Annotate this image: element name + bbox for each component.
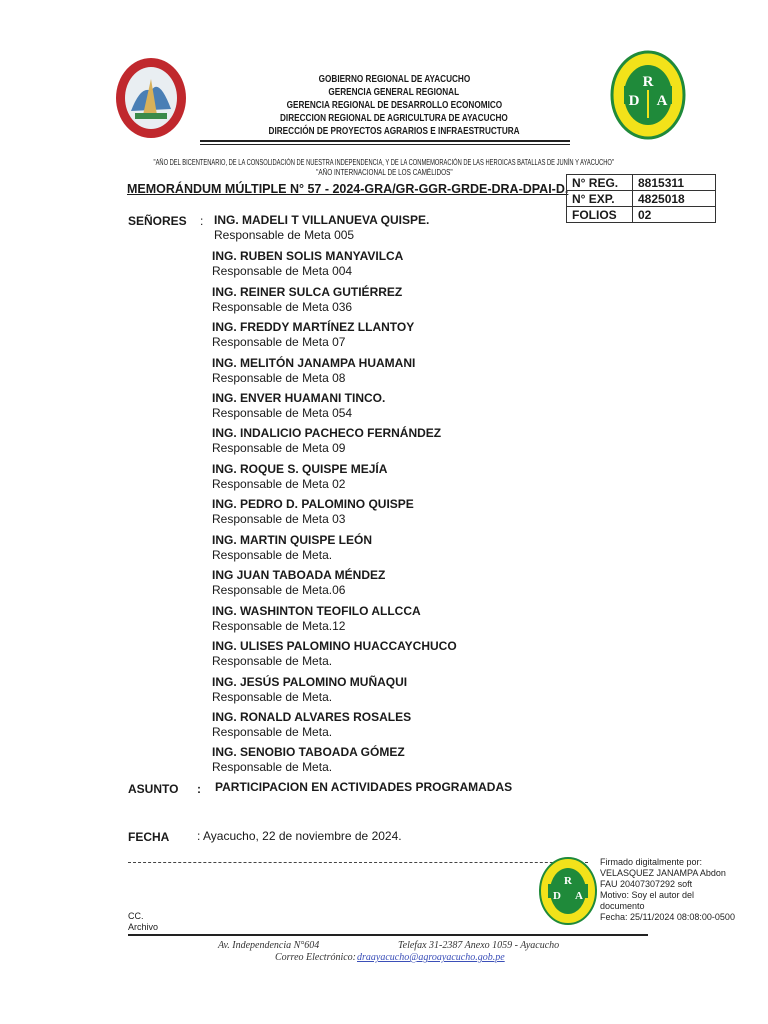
header-line-1: GOBIERNO REGIONAL DE AYACUCHO [318,74,470,85]
recipient-role: Responsable de Meta 07 [212,335,346,349]
signature-line: VELASQUEZ JANAMPA Abdon [600,868,726,878]
memo-title: MEMORÁNDUM MÚLTIPLE N° 57 - 2024-GRA/GR-GGR-GRDE-DRA-DPAI-D. [127,182,569,196]
registry-value: 02 [633,207,716,223]
recipient [212,320,414,350]
cc-label: CC. [128,911,144,921]
recipient [212,745,405,775]
header-rule-thick [200,140,570,142]
signature-stamp-logo [538,856,598,926]
recipient-role: Responsable de Meta 036 [212,300,353,314]
logo-letter-d: D [628,93,640,109]
recipient-name: ING. WASHINTON TEOFILO ALLCCA [212,604,421,618]
recipient [212,497,414,527]
header-line-5: DIRECCIÓN DE PROYECTOS AGRARIOS E INFRAESTRUCTURA [268,126,520,137]
signature-line: documento [600,901,645,911]
recipient-role: Responsable de Meta 08 [212,371,346,385]
logo-letter-r: R [642,74,654,90]
recipient-name: ING. ENVER HUAMANI TINCO. [212,391,386,405]
recipient-name: ING. ULISES PALOMINO HUACCAYCHUCO [212,639,457,653]
motto-line-2: "AÑO INTERNACIONAL DE LOS CAMÉLIDOS" [315,168,453,177]
fecha-label: FECHA [128,830,170,844]
footer-address: Av. Independencia N°604 [218,940,320,951]
recipient [212,675,407,705]
senores-label: SEÑORES [128,214,187,228]
fecha-value: : Ayacucho, 22 de noviembre de 2024. [197,829,402,843]
recipient-name: ING. SENOBIO TABOADA GÓMEZ [212,745,405,759]
registry-table [566,174,716,223]
recipient-name: ING. INDALICIO PACHECO FERNÁNDEZ [212,426,442,440]
recipient [212,533,372,563]
motto-line-1: "AÑO DEL BICENTENARIO, DE LA CONSOLIDACIÓN DE NUESTRA INDEPENDENCIA, Y DE LA CONMEMORACIÓN DE LAS HEROICAS BATALLAS DE JUNÍN Y AYACUCHO" [153,158,615,167]
recipient-role: Responsable de Meta. [212,760,333,774]
asunto-value: PARTICIPACION EN ACTIVIDADES PROGRAMADAS [215,780,513,794]
recipient-role: Responsable de Meta 09 [212,441,346,455]
recipient [212,568,385,598]
header-line-2: GERENCIA GENERAL REGIONAL [328,87,460,98]
recipient-name: ING. RUBEN SOLIS MANYAVILCA [212,249,404,263]
signature-line: FAU 20407307292 soft [600,879,693,889]
footer-email-label: Correo Electrónico: [275,952,357,963]
recipient-role: Responsable de Meta. [212,548,333,562]
header-rule-thin [200,144,570,145]
recipient-name: ING. PEDRO D. PALOMINO QUISPE [212,497,414,511]
recipient-name: ING. MADELI T VILLANUEVA QUISPE. [214,213,430,227]
registry-key: N° REG. [567,175,633,191]
signature-line: Fecha: 25/11/2024 08:08:00-0500 [600,912,735,922]
recipient-name: ING. REINER SULCA GUTIÉRREZ [212,285,403,299]
header-line-4: DIRECCION REGIONAL DE AGRICULTURA DE AYACUCHO [280,113,508,124]
recipient [212,391,385,421]
recipient-role: Responsable de Meta 005 [214,228,355,242]
recipient [212,604,421,634]
recipient [212,462,387,492]
recipient-role: Responsable de Meta 02 [212,477,346,491]
footer-email-link[interactable]: draayacucho@agroayacucho.gob.pe [357,952,505,963]
recipient [212,639,457,669]
digital-signature-text [600,857,765,923]
recipient-role: Responsable de Meta 054 [212,406,353,420]
recipient-name: ING. RONALD ALVARES ROSALES [212,710,412,724]
signature-line: Firmado digitalmente por: [600,857,703,867]
recipient [212,426,441,456]
recipient-role: Responsable de Meta. [212,654,333,668]
recipient-name: ING. JESÚS PALOMINO MUÑAQUI [212,675,408,689]
registry-value: 8815311 [633,175,716,191]
recipient-name: ING. MARTIN QUISPE LEÓN [212,533,373,547]
registry-row [567,207,716,223]
asunto-label: ASUNTO [128,782,179,796]
senores-colon: : [200,214,204,228]
recipient-role: Responsable de Meta 004 [212,264,353,278]
registry-key: FOLIOS [567,207,633,223]
signature-line: Motivo: Soy el autor del [600,890,695,900]
recipient-name: ING. MELITÓN JANAMPA HUAMANI [212,356,416,370]
registry-value: 4825018 [633,191,716,207]
recipient-role: Responsable de Meta.06 [212,583,346,597]
dashed-separator [128,862,588,863]
registry-row [567,191,716,207]
cc-archivo: Archivo [128,922,159,932]
recipient-role: Responsable de Meta 03 [212,512,346,526]
recipient-role: Responsable de Meta. [212,725,333,739]
stamp-letter-a: A [575,890,583,902]
recipient-name: ING. FREDDY MARTÍNEZ LLANTOY [212,320,415,334]
header-line-3: GERENCIA REGIONAL DE DESARROLLO ECONOMICO [286,100,502,111]
recipient-name: ING JUAN TABOADA MÉNDEZ [212,568,386,582]
stamp-letter-d: D [553,890,561,902]
registry-row [567,175,716,191]
recipient [212,356,415,386]
recipient [214,213,429,243]
logo-letter-a: A [656,93,668,109]
registry-key: N° EXP. [567,191,633,207]
footer-rule-thick [128,934,648,936]
footer-phone: Telefax 31-2387 Anexo 1059 - Ayacucho [398,940,560,951]
recipient-role: Responsable de Meta. [212,690,333,704]
recipient [212,285,402,315]
recipient [212,249,403,279]
recipient-role: Responsable de Meta.12 [212,619,346,633]
asunto-colon: : [197,782,201,796]
recipient-name: ING. ROQUE S. QUISPE MEJÍA [212,462,388,476]
stamp-letter-r: R [564,875,572,887]
recipient [212,710,411,740]
